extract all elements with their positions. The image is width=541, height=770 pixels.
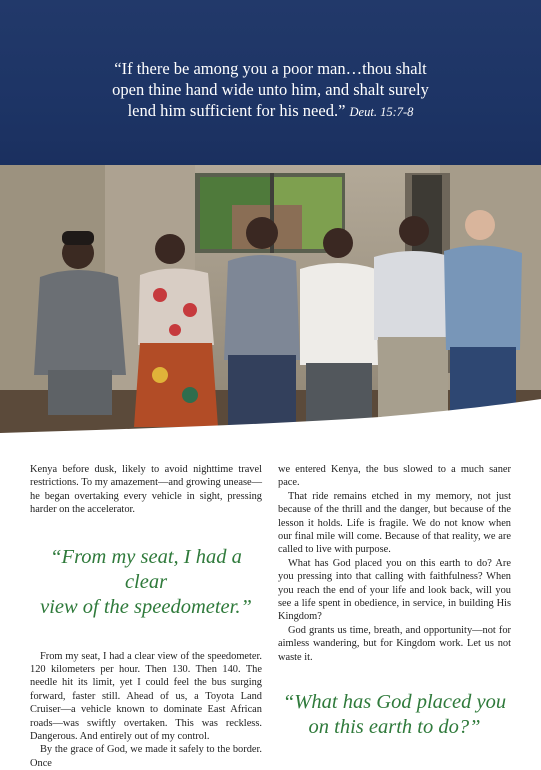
- pull-quote-line: “What has God placed you: [282, 691, 507, 714]
- body-paragraph: That ride remains etched in my memory, not just because of the thrill and the danger, but because of the lesson it holds. Life is fragile. We do not know when our final mile will come. Because of that reality, we are called to live with purpose.: [278, 490, 511, 556]
- header-scripture-quote: [40, 58, 501, 123]
- header-banner: [0, 0, 541, 175]
- pull-quote: [30, 545, 262, 620]
- pull-quote-line: on this earth to do?”: [308, 716, 481, 739]
- group-photo: [0, 165, 541, 433]
- body-paragraph: From my seat, I had a clear view of the speedometer. 120 kilometers per hour. Then 130. Then 140. The needle hit its limit, yet I could feel the bus surging forward, faster still. Ahead of us, a Toyota Land Cruiser—a vehicle known to dominate East African roads—was swiftly overtaken. This was reckless. Dangerous. And entirely out of my control.: [30, 650, 262, 743]
- header-quote-line-text: lend him sufficient for his need.”: [127, 101, 346, 120]
- wave-divider: [0, 395, 541, 455]
- pull-quote: [278, 690, 511, 740]
- body-paragraph: What has God placed you on this earth to do? Are you pressing into that calling with faithfulness? When you reach the end of your life and look back, will you see a life spent in obedience, in service, in building His Kingdom?: [278, 557, 511, 623]
- pull-quote-line: view of the speedometer.”: [40, 595, 252, 618]
- header-quote-line: open thine hand wide unto him, and shalt surely: [112, 80, 429, 99]
- body-paragraph: we entered Kenya, the bus slowed to a much saner pace.: [278, 464, 511, 489]
- header-quote-line: [40, 100, 501, 123]
- right-column: [278, 463, 511, 740]
- header-quote-line: “If there be among you a poor man…thou shalt: [114, 59, 427, 78]
- body-paragraph: Kenya before dusk, likely to avoid nighttime travel restrictions. To my amazement—and growing unease—he began overtaking every vehicle in sight, pressing harder on the accelerator.: [30, 464, 262, 516]
- body-paragraph: God grants us time, breath, and opportunity—not for aimless wandering, but for Kingdom work. Let us not waste it.: [278, 624, 511, 663]
- left-column: [30, 463, 262, 770]
- pull-quote-line: “From my seat, I had a clear: [50, 545, 242, 593]
- scripture-citation: Deut. 15:7-8: [349, 105, 414, 119]
- body-paragraph: By the grace of God, we made it safely to the border. Once: [30, 744, 262, 769]
